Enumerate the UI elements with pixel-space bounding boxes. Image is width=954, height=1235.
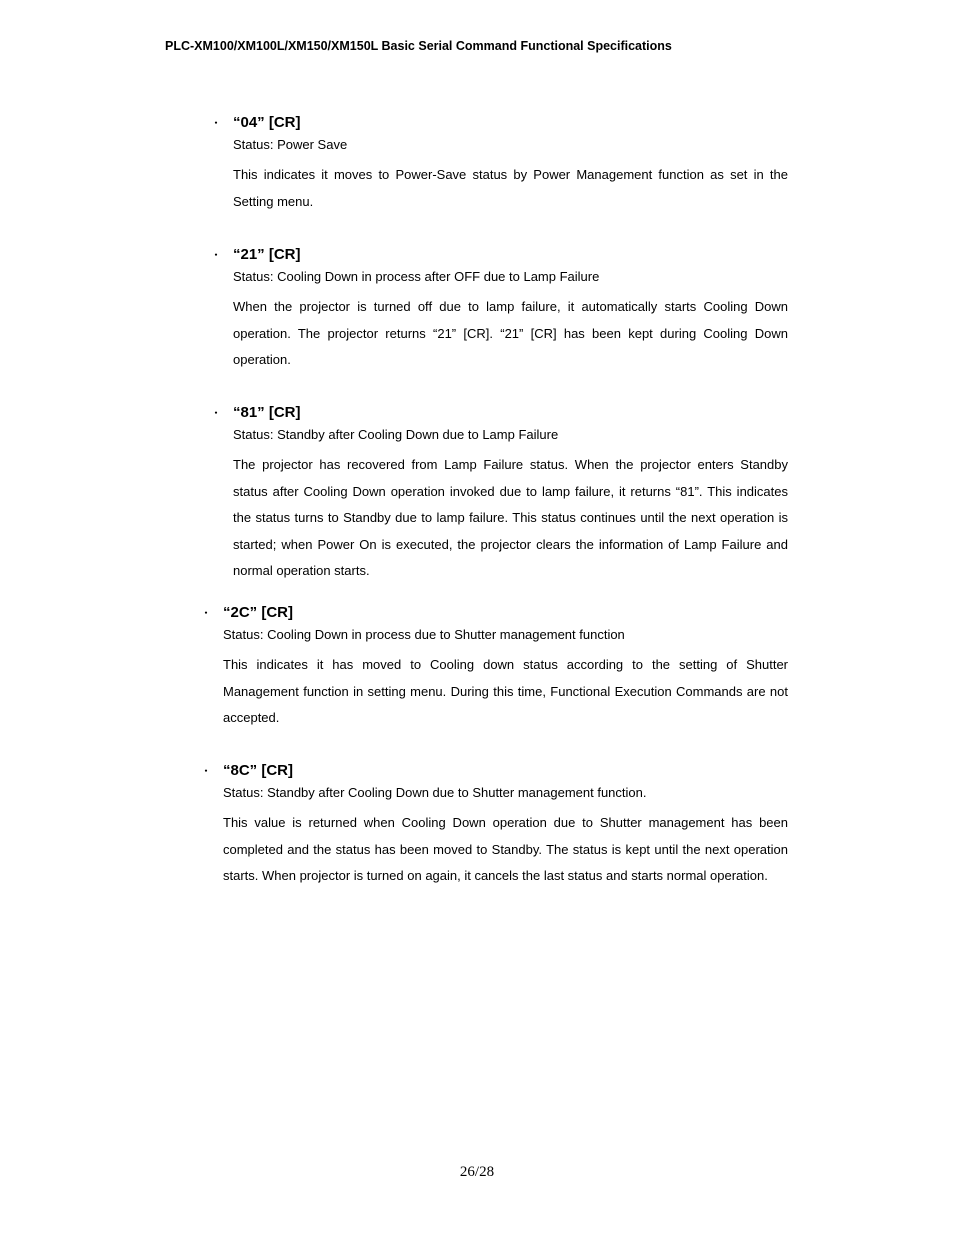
status-section-21 <box>210 246 788 374</box>
status-description: When the projector is turned off due to lamp failure, it automatically starts Cooling Down operation. The projector returns “21” [CR]. “21” [CR] has been kept during Cooling Down operation. <box>233 299 788 367</box>
status-code: “8C” [CR] <box>223 762 293 779</box>
status-title: Status: Cooling Down in process after OFF due to Lamp Failure <box>233 269 600 284</box>
bullet-icon: ・ <box>200 764 213 778</box>
status-title: Status: Cooling Down in process due to Shutter management function <box>223 627 625 642</box>
status-title: Status: Standby after Cooling Down due to Lamp Failure <box>233 427 559 442</box>
status-code: “2C” [CR] <box>223 604 293 621</box>
bullet-icon: ・ <box>200 606 213 620</box>
status-code: “04” [CR] <box>233 114 301 131</box>
status-code: “21” [CR] <box>233 246 301 263</box>
status-description: The projector has recovered from Lamp Failure status. When the projector enters Standby status after Cooling Down operation invoked due to lamp failure, it returns “81”. This indicates the status turns to Standby due to lamp failure. This status continues until the next operation is started; when Power On is executed, the projector clears the information of Lamp Failure and normal operation starts. <box>233 457 788 578</box>
status-section-2c <box>200 604 788 732</box>
status-code: “81” [CR] <box>233 404 301 421</box>
status-section-04 <box>210 114 788 215</box>
document-header: PLC-XM100/XM100L/XM150/XM150L Basic Serial Command Functional Specifications <box>165 39 672 53</box>
bullet-icon: ・ <box>210 406 223 420</box>
status-section-81 <box>210 404 788 585</box>
status-title: Status: Standby after Cooling Down due to Shutter management function. <box>223 785 647 800</box>
status-description: This indicates it has moved to Cooling down status according to the setting of Shutter Management function in setting menu. During this time, Functional Execution Commands are not accepted. <box>223 657 788 725</box>
status-description: This value is returned when Cooling Down operation due to Shutter management has been completed and the status has been moved to Standby. The status is kept until the next operation starts. When projector is turned on again, it cancels the last status and starts normal operation. <box>223 815 788 883</box>
status-title: Status: Power Save <box>233 137 348 152</box>
status-section-8c <box>200 762 788 890</box>
status-description: This indicates it moves to Power-Save status by Power Management function as set in the Setting menu. <box>233 167 788 209</box>
bullet-icon: ・ <box>210 116 223 130</box>
page-number: 26/28 <box>459 1164 495 1180</box>
bullet-icon: ・ <box>210 248 223 262</box>
